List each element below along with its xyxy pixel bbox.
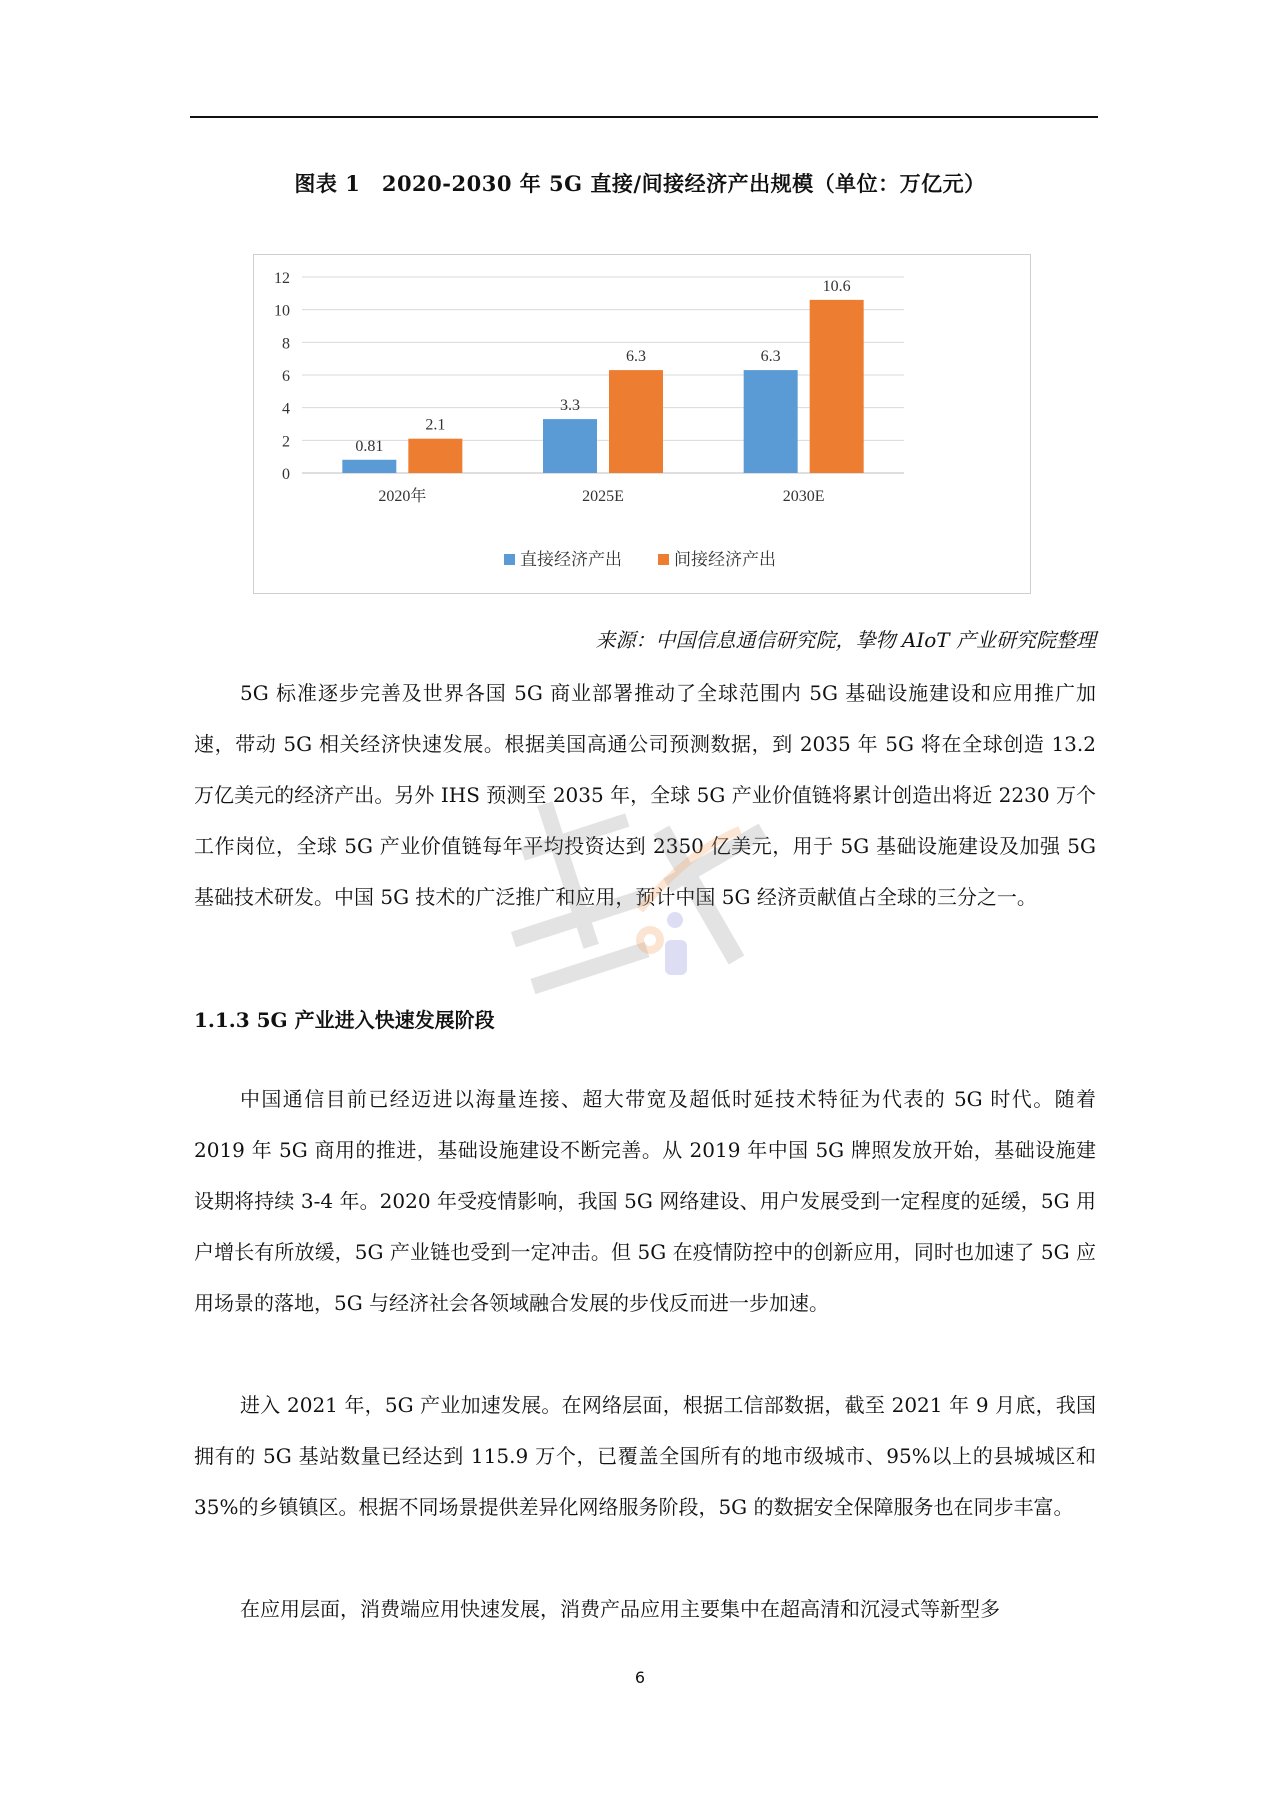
- data-label: 10.6: [822, 277, 851, 295]
- legend-swatch: [658, 554, 669, 565]
- x-tick-label: 2025E: [582, 488, 624, 505]
- bar: [744, 370, 798, 473]
- data-label: 6.3: [626, 348, 646, 366]
- bar: [609, 370, 663, 473]
- bar-chart: [254, 255, 1032, 595]
- y-tick-label: 0: [282, 466, 290, 483]
- x-tick-label: 2020年: [378, 488, 427, 505]
- data-label: 3.3: [560, 397, 580, 415]
- figure-source: 来源：中国信息通信研究院，挚物 AIoT 产业研究院整理: [595, 628, 1096, 652]
- bar-chart-container: [253, 254, 1031, 594]
- bar: [342, 460, 396, 473]
- data-label: 0.81: [355, 437, 384, 455]
- y-tick-label: 4: [282, 400, 290, 418]
- section-heading: 1.1.3 5G 产业进入快速发展阶段: [194, 1008, 495, 1032]
- y-tick-label: 2: [282, 433, 290, 451]
- bar: [408, 439, 462, 473]
- y-tick-label: 12: [274, 270, 290, 287]
- x-tick-label: 2030E: [782, 488, 825, 505]
- bar: [810, 300, 864, 473]
- bar: [543, 419, 597, 473]
- data-label: 6.3: [760, 348, 781, 366]
- legend-label: 直接经济产出: [520, 550, 622, 570]
- y-tick-label: 6: [282, 368, 290, 385]
- paragraph-2: 中国通信目前已经迈进以海量连接、超大带宽及超低时延技术特征为代表的 5G 时代。随着 2019 年 5G 商用的推进，基础设施建设不断完善。从 2019 年中国 5G 牌照发放开始，基础设施建设期将持续 3-4 年。2020 年受疫情影响，我国 5G 网络建设、用户发展受到一定程度的延缓，5G 用户增长有所放缓，5G 产业链也受到一定冲击。但 5G 在疫情防控中的创新应用，同时也加速了 5G 应用场景的落地，5G 与经济社会各领域融合发展的步伐反而进一步加速。: [194, 1087, 1096, 1315]
- page-number: 6: [634, 1668, 646, 1687]
- y-tick-label: 8: [282, 335, 290, 353]
- paragraph-1: 5G 标准逐步完善及世界各国 5G 商业部署推动了全球范围内 5G 基础设施建设和应用推广加速，带动 5G 相关经济快速发展。根据美国高通公司预测数据，到 2035 年 5G 将在全球创造 13.2 万亿美元的经济产出。另外 IHS 预测至 2035 年，全球 5G 产业价值链将累计创造出将近 2230 万个工作岗位，全球 5G 产业价值链每年平均投资达到 2350 亿美元，用于 5G 基础设施建设及加强 5G 基础技术研发。中国 5G 技术的广泛推广和应用，预计中国 5G 经济贡献值占全球的三分之一。: [194, 681, 1096, 909]
- paragraph-4: 在应用层面，消费端应用快速发展，消费产品应用主要集中在超高清和沉浸式等新型多: [240, 1597, 1000, 1621]
- legend-swatch: [504, 554, 515, 565]
- paragraph-3: 进入 2021 年，5G 产业加速发展。在网络层面，根据工信部数据，截至 2021 年 9 月底，我国拥有的 5G 基站数量已经达到 115.9 万个，已覆盖全国所有的地市级城市、95%以上的县城城区和 35%的乡镇镇区。根据不同场景提供差异化网络服务阶段，5G 的数据安全保障服务也在同步丰富。: [194, 1393, 1096, 1519]
- data-label: 2.1: [425, 416, 446, 434]
- figure-caption: 图表 1 2020-2030 年 5G 直接/间接经济产出规模（单位：万亿元）: [294, 171, 986, 196]
- y-tick-label: 10: [274, 302, 290, 320]
- legend-label: 间接经济产出: [674, 550, 776, 570]
- header-rule: [190, 116, 1098, 118]
